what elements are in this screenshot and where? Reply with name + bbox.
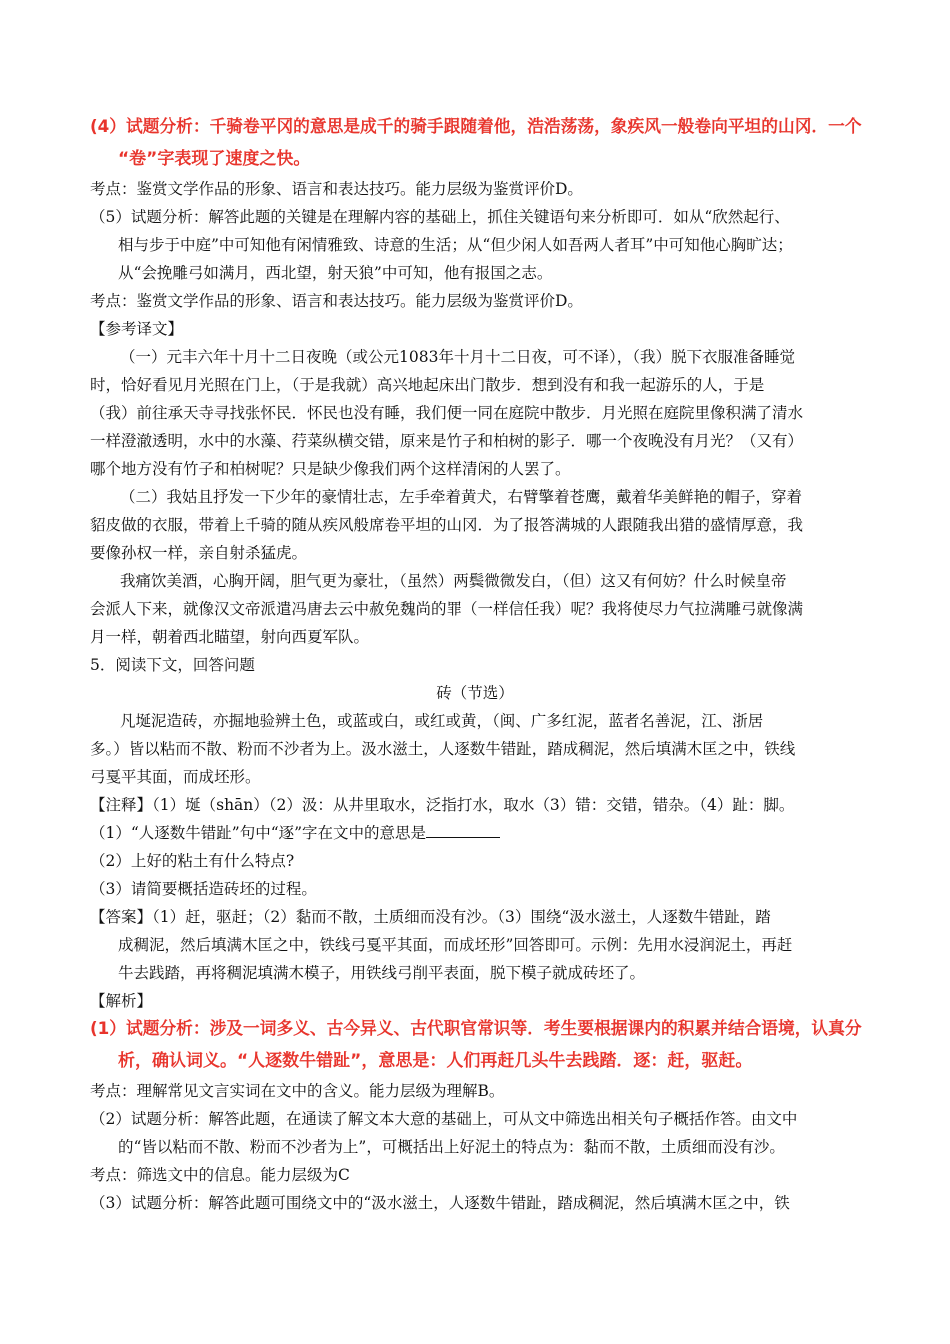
analysis-5-line-2: 相与步于中庭”中可知他有闲情雅致、诗意的生活；从“但少闲人如吾两人者耳”中可知他心胸旷达； <box>118 236 793 254</box>
question-3: （3）请简要概括造砖坯的过程。 <box>90 880 317 898</box>
question-2: （2）上好的粘土有什么特点? <box>90 852 295 870</box>
translation-1-line-4: 一样澄澈透明，水中的水藻、荇菜纵横交错，原来是竹子和柏树的影子．哪一个夜晚没有月光？（又有） <box>90 432 804 450</box>
question-1-text: （1）“人逐数牛错趾”句中“逐”字在文中的意思是 <box>90 824 427 842</box>
kaodian-q1: 考点：理解常见文言实词在文中的含义。能力层级为理解B。 <box>90 1082 505 1100</box>
analysis-q2-line-1: （2）试题分析：解答此题，在通读了解文本大意的基础上，可从文中筛选出相关句子概括作答。由文中 <box>90 1110 798 1128</box>
translation-1-line-5: 哪个地方没有竹子和柏树呢？只是缺少像我们两个这样清闲的人罢了。 <box>90 460 571 478</box>
answer-line-2: 成稠泥，然后填满木匡之中，铁线弓戛平其面，而成坯形”回答即可。示例：先用水浸润泥土，再赶 <box>118 936 793 954</box>
analysis-q1-line-1: (1）试题分析：涉及一词多义、古今异义、古代职官常识等．考生要根据课内的积累并结合语境，认真分 <box>90 1019 862 1039</box>
passage-line-1: 凡埏泥造砖，亦掘地验辨土色，或蓝或白，或红或黄，（闽、广多红泥，蓝者名善泥，江、浙居 <box>120 712 764 730</box>
answer-line-1: 【答案】（1）赶，驱赶；（2）黏而不散，土质细而没有沙。（3）围绕“汲水滋土，人逐数牛错趾，踏 <box>90 908 771 926</box>
analysis-q1-line-2: 析，确认词义。“人逐数牛错趾”，意思是：人们再赶几头牛去践踏．逐：赶，驱赶。 <box>118 1051 753 1071</box>
translation-3-line-2: 会派人下来，就像汉文帝派遣冯唐去云中赦免魏尚的罪（一样信任我）呢？我将使尽力气拉满雕弓就像满 <box>90 600 804 618</box>
answer-blank <box>426 822 500 838</box>
translation-2-line-1: （二）我姑且抒发一下少年的豪情壮志，左手牵着黄犬，右臂擎着苍鹰，戴着华美鲜艳的帽子，穿着 <box>120 488 803 506</box>
question-1 <box>90 822 500 844</box>
analysis-4-line-2: “卷”字表现了速度之快。 <box>118 149 311 169</box>
translation-1-line-3: （我）前往承天寺寻找张怀民．怀民也没有睡，我们便一同在庭院中散步．月光照在庭院里像积满了清水 <box>90 404 804 422</box>
question-5-heading: 5．阅读下文，回答问题 <box>90 656 255 674</box>
passage-title: 砖（节选） <box>436 684 514 702</box>
kaodian-4: 考点：鉴赏文学作品的形象、语言和表达技巧。能力层级为鉴赏评价D。 <box>90 180 583 198</box>
kaodian-q2: 考点：筛选文中的信息。能力层级为C <box>90 1166 350 1184</box>
translation-2-line-3: 要像孙权一样，亲自射杀猛虎。 <box>90 544 308 562</box>
translation-1-line-1: （一）元丰六年十月十二日夜晚（或公元1083年十月十二日夜，可不译），（我）脱下衣服准备睡觉 <box>120 348 795 366</box>
kaodian-5: 考点：鉴赏文学作品的形象、语言和表达技巧。能力层级为鉴赏评价D。 <box>90 292 583 310</box>
answer-line-3: 牛去践踏，再将稠泥填满木模子，用铁线弓削平表面，脱下模子就成砖坯了。 <box>118 964 646 982</box>
translation-heading: 【参考译文】 <box>90 320 184 338</box>
translation-3-line-1: 我痛饮美酒，心胸开阔，胆气更为豪壮，（虽然）两鬓微微发白，（但）这又有何妨？什么时候皇帝 <box>120 572 787 590</box>
translation-2-line-2: 貂皮做的衣服，带着上千骑的随从疾风般席卷平坦的山冈．为了报答满城的人跟随我出猎的盛情厚意，我 <box>90 516 804 534</box>
analysis-heading: 【解析】 <box>90 992 153 1010</box>
analysis-4-line-1: (4）试题分析：千骑卷平冈的意思是成千的骑手跟随着他，浩浩荡荡，象疾风一般卷向平坦的山冈．一个 <box>90 117 862 137</box>
analysis-5-line-3: 从“会挽雕弓如满月，西北望，射天狼”中可知，他有报国之志。 <box>118 264 553 282</box>
analysis-5-line-1: （5）试题分析：解答此题的关键是在理解内容的基础上，抓住关键语句来分析即可．如从“欣然起行、 <box>90 208 790 226</box>
analysis-q3-line-1: （3）试题分析：解答此题可围绕文中的“汲水滋土，人逐数牛错趾，踏成稠泥，然后填满木匡之中，铁 <box>90 1194 790 1212</box>
translation-3-line-3: 月一样，朝着西北瞄望，射向西夏军队。 <box>90 628 370 646</box>
passage-line-2: 多。）皆以粘而不散、粉而不沙者为上。汲水滋土，人逐数牛错趾，踏成稠泥，然后填满木匡之中，铁线 <box>90 740 796 758</box>
analysis-q2-line-2: 的“皆以粘而不散、粉而不沙者为上”，可概括出上好泥土的特点为：黏而不散，土质细而没有沙。 <box>118 1138 785 1156</box>
notes: 【注释】（1）埏（shān）（2）汲：从井里取水，泛指打水，取水（3）错：交错，错杂。（4）趾：脚。 <box>90 796 795 814</box>
passage-line-3: 弓戛平其面，而成坯形。 <box>90 768 261 786</box>
translation-1-line-2: 时，恰好看见月光照在门上，（于是我就）高兴地起床出门散步．想到没有和我一起游乐的人，于是 <box>90 376 765 394</box>
